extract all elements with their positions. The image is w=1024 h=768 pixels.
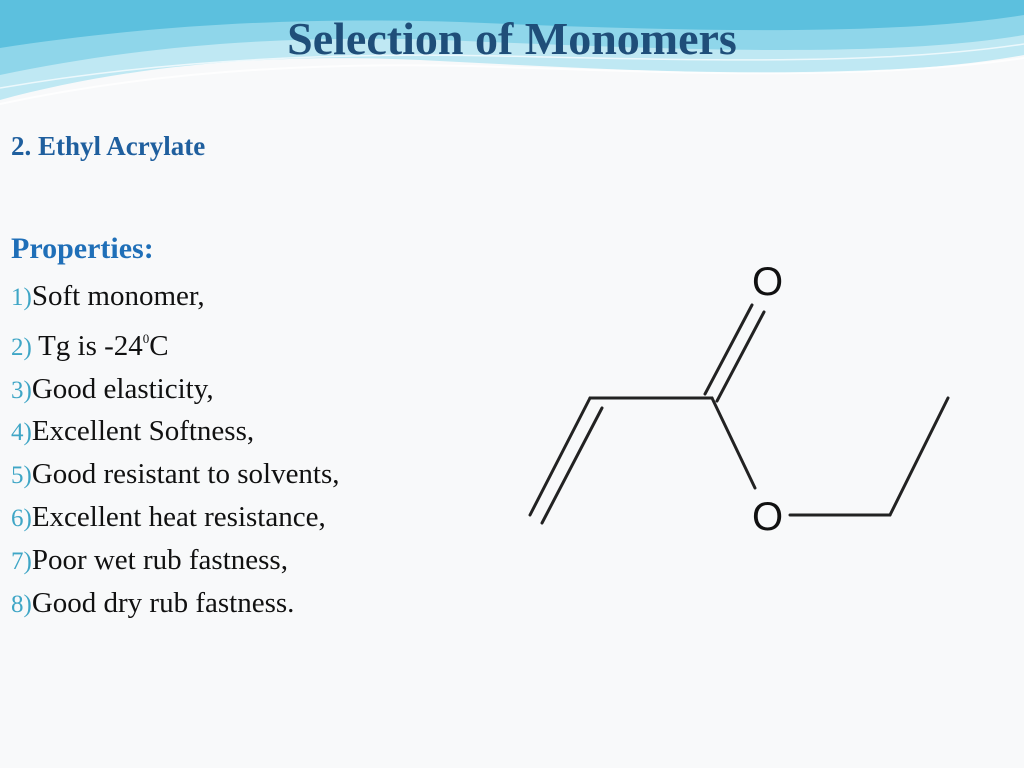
ester-oxygen-label: O [752, 495, 784, 539]
item-number: 5) [11, 462, 32, 490]
item-text: Tg is -24 [38, 329, 143, 362]
item-number: 2) [11, 333, 39, 361]
list-item [11, 319, 340, 369]
list-item [11, 369, 340, 412]
item-text: Soft monomer, [31, 280, 205, 312]
c-o-bond [712, 398, 755, 488]
ethyl-acrylate-structure [520, 250, 960, 540]
item-number: 7) [11, 547, 32, 575]
item-text: Excellent heat resistance, [31, 500, 326, 533]
item-number: 3) [11, 376, 32, 404]
slide-title: Selection of Monomers [287, 13, 737, 64]
item-text: Poor wet rub fastness, [31, 543, 288, 576]
vinyl-double-bond-inner [542, 408, 602, 523]
properties-heading: Properties: [11, 232, 154, 265]
item-number: 6) [11, 504, 32, 532]
vinyl-double-bond-outer [530, 398, 590, 515]
list-item [11, 276, 340, 319]
list-item [11, 540, 340, 583]
list-item [11, 454, 340, 497]
list-item [11, 411, 340, 454]
monomer-name: 2. Ethyl Acrylate [11, 131, 206, 161]
item-text: Excellent Softness, [31, 415, 255, 448]
degree-superscript: 0 [142, 330, 150, 346]
item-text: Good elasticity, [31, 372, 214, 405]
item-number: 1) [11, 284, 32, 311]
item-unit: C [149, 329, 169, 362]
list-item [11, 497, 340, 540]
ch2-ch3-bond [890, 398, 948, 515]
item-number: 4) [11, 419, 32, 447]
item-text: Good dry rub fastness. [31, 586, 295, 619]
properties-list [11, 276, 340, 625]
item-number: 8) [11, 590, 32, 618]
carbonyl-oxygen-label: O [752, 260, 784, 304]
item-text: Good resistant to solvents, [31, 458, 340, 491]
list-item [11, 583, 340, 626]
